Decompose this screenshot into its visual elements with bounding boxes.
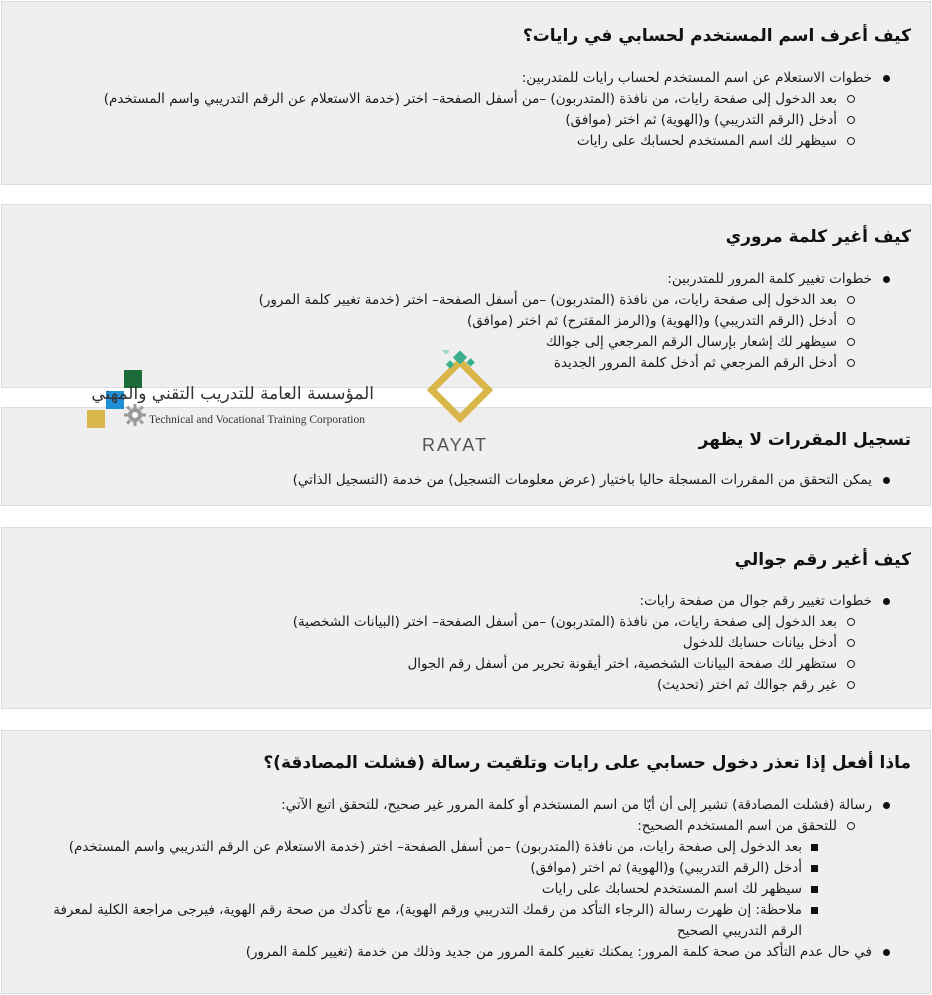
- faq-question: ماذا أفعل إذا تعذر دخول حسابي على رايات وتلقيت رسالة (فشلت المصادقة)؟: [263, 753, 911, 773]
- list-item: خطوات الاستعلام عن اسم المستخدم لحساب رايات للمتدربين: بعد الدخول إلى صفحة رايات، من نافذة (المتدربون) –من أسفل الصفحة– اختر (خدمة الاستعلام عن الرقم التدريبي واسم المستخدم) أدخل (الرقم التدريبي) و(الهوية) ثم اختر (موافق) سيظهر لك اسم المستخدم لحسابك على رايات: [22, 68, 872, 152]
- list-item: سيظهر لك اسم المستخدم لحسابك على رايات: [22, 131, 837, 152]
- list-item: أدخل (الرقم التدريبي) و(الهوية) و(الرمز المقترح) ثم اختر (موافق): [22, 311, 837, 332]
- list-item: بعد الدخول إلى صفحة رايات، من نافذة (المتدربون) –من أسفل الصفحة– اختر (خدمة تغيير كلمة المرور): [22, 290, 837, 311]
- list-item: في حال عدم التأكد من صحة كلمة المرور: يمكنك تغيير كلمة المرور من جديد وذلك من خدمة (تغيير كلمة المرور): [22, 942, 872, 963]
- rayat-mark-icon: [405, 350, 505, 432]
- faq-question: تسجيل المقررات لا يظهر: [698, 430, 911, 450]
- faq-question: كيف أغير كلمة مروري: [725, 227, 911, 247]
- list-item: غير رقم جوالك ثم اختر (تحديث): [22, 675, 837, 696]
- list-item: أدخل الرقم المرجعي ثم أدخل كلمة المرور الجديدة: [22, 353, 837, 374]
- list-item: أدخل (الرقم التدريبي) و(الهوية) ثم اختر (موافق): [22, 858, 802, 879]
- list-item: ملاحظة: إن ظهرت رسالة (الرجاء التأكد من رقمك التدريبي ورقم الهوية)، مع تأكدك من صحة رقم الهوية، فيرجى مراجعة الكلية لمعرفة الرقم التدريبي الصحيح: [22, 900, 802, 942]
- faq-answer-list: [22, 470, 872, 491]
- list-item: أدخل (الرقم التدريبي) و(الهوية) ثم اختر (موافق): [22, 110, 837, 131]
- tvtc-english-name: Technical and Vocational Training Corporation: [149, 414, 365, 426]
- faq-answer-list: [22, 795, 872, 963]
- sub-list: [22, 612, 872, 696]
- list-item: للتحقق من اسم المستخدم الصحيح: بعد الدخول إلى صفحة رايات، من نافذة (المتدربون) –من أسفل الصفحة– اختر (خدمة الاستعلام عن الرقم التدريبي واسم المستخدم) أدخل (الرقم التدريبي) و(الهوية) ثم اختر (موافق) سيظهر لك اسم المستخدم لحسابك على رايات ملاحظة: إن ظهرت رسالة (الرجاء التأكد من رقمك التدريبي ورقم الهوية)، مع تأكدك من صحة رقم الهوية، فيرجى مراجعة الكلية لمعرفة الرقم التدريبي الصحيح: [22, 816, 837, 942]
- faq-card-username: [1, 1, 931, 185]
- list-item: رسالة (فشلت المصادقة) تشير إلى أن أيّا من اسم المستخدم أو كلمة المرور غير صحيح، للتحقق اتبع الآتي: للتحقق من اسم المستخدم الصحيح: بعد الدخول إلى صفحة رايات، من نافذة (المتدربون) –من أسفل الصفحة– اختر (خدمة الاستعلام عن الرقم التدريبي واسم المستخدم) أدخل (الرقم التدريبي) و(الهوية) ثم اختر (موافق) سيظهر لك اسم المستخدم لحسابك على رايات ملاحظة: إن ظهرت رسالة (الرجاء التأكد من رقمك التدريبي ورقم الهوية)، مع تأكدك من صحة رقم الهوية، فيرجى مراجعة الكلية لمعرفة الرقم التدريبي الصحيح: [22, 795, 872, 942]
- gear-icon: [124, 404, 146, 426]
- faq-answer-list: [22, 591, 872, 696]
- list-item: خطوات تغيير رقم جوال من صفحة رايات: بعد الدخول إلى صفحة رايات، من نافذة (المتدربون) –من أسفل الصفحة– اختر (البيانات الشخصية) أدخل بيانات حسابك للدخول ستظهر لك صفحة البيانات الشخصية، اختر أيقونة تحرير من أسفل رقم الجوال غير رقم جوالك ثم اختر (تحديث): [22, 591, 872, 696]
- list-item: خطوات تغيير كلمة المرور للمتدربين: بعد الدخول إلى صفحة رايات، من نافذة (المتدربون) –من أسفل الصفحة– اختر (خدمة تغيير كلمة المرور) أدخل (الرقم التدريبي) و(الهوية) و(الرمز المقترح) ثم اختر (موافق) سيظهر لك إشعار بإرسال الرقم المرجعي إلى جوالك أدخل الرقم المرجعي ثم أدخل كلمة المرور الجديدة: [22, 269, 872, 374]
- list-item: أدخل بيانات حسابك للدخول: [22, 633, 837, 654]
- sub-sub-list: [22, 837, 837, 942]
- faq-question: كيف أعرف اسم المستخدم لحسابي في رايات؟: [522, 26, 911, 46]
- faq-card-mobile: [1, 527, 931, 709]
- list-item: بعد الدخول إلى صفحة رايات، من نافذة (المتدربون) –من أسفل الصفحة– اختر (خدمة الاستعلام عن الرقم التدريبي واسم المستخدم): [22, 89, 837, 110]
- logo-square-gold: [87, 410, 105, 428]
- faq-question: كيف أغير رقم جوالي: [734, 550, 911, 570]
- faq-card-auth-failed: [1, 730, 931, 994]
- rayat-wordmark: RAYAT: [421, 435, 488, 455]
- list-item: ستظهر لك صفحة البيانات الشخصية، اختر أيقونة تحرير من أسفل رقم الجوال: [22, 654, 837, 675]
- sub-list: [22, 89, 872, 152]
- list-item: بعد الدخول إلى صفحة رايات، من نافذة (المتدربون) –من أسفل الصفحة– اختر (البيانات الشخصية): [22, 612, 837, 633]
- list-item: بعد الدخول إلى صفحة رايات، من نافذة (المتدربون) –من أسفل الصفحة– اختر (خدمة الاستعلام عن الرقم التدريبي واسم المستخدم): [22, 837, 802, 858]
- list-item: يمكن التحقق من المقررات المسجلة حاليا باختيار (عرض معلومات التسجيل) من خدمة (التسجيل الذاتي): [22, 470, 872, 491]
- sub-list: [22, 816, 872, 942]
- faq-answer-list: [22, 68, 872, 152]
- list-item: سيظهر لك اسم المستخدم لحسابك على رايات: [22, 879, 802, 900]
- tvtc-logo: [87, 370, 377, 432]
- list-item: سيظهر لك إشعار بإرسال الرقم المرجعي إلى جوالك: [22, 332, 837, 353]
- tvtc-arabic-name: المؤسسة العامة للتدريب التقني والمهني: [91, 384, 374, 404]
- rayat-logo: [405, 350, 505, 456]
